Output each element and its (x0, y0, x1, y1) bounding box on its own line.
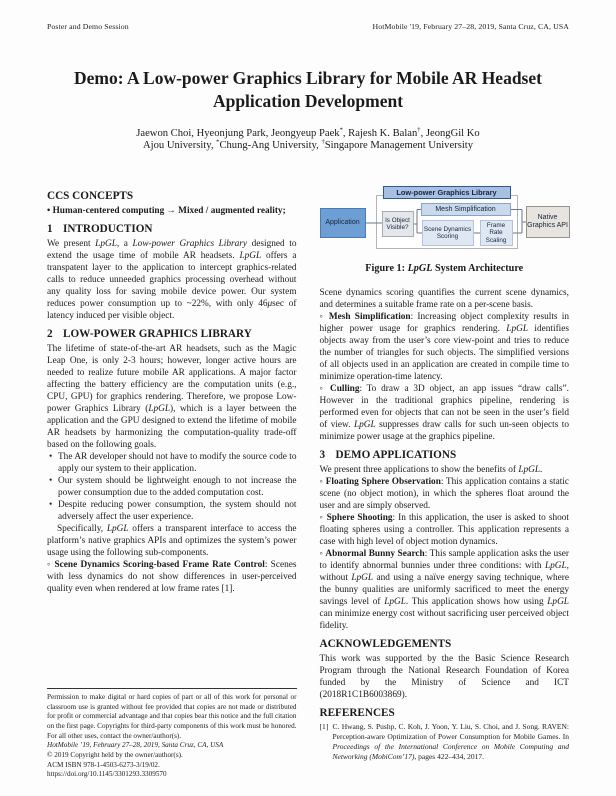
figure-frame-rate-box: Frame Rate Scaling (480, 220, 513, 246)
reference-item: [1] C. Hwang, S. Pushp, C. Koh, J. Yoon, Y. Liu, S. Choi, and J. Song. RAVEN: Perception-aware Optimization of Power Consumption for Mobile Games. In Proceedings of the International Conference on Mobile Computing and Networking (MobiCom’17), pages 422–434, 2017. (319, 722, 569, 762)
paragraph: ◦ Mesh Simplification: Increasing object complexity results in higher power usage for graphics rendering. LpGL identifies objects away from the user’s core view-point and tries to reduce the number of triangles for such objects. The simplified versions of all objects used in an application are created in compile time to minimize operation-time latency. (319, 312, 569, 383)
paper-title: Demo: A Low-power Graphics Library for Mobile AR Headset Application Development (74, 68, 542, 112)
figure-native-api-box: Native Graphics API (526, 206, 570, 238)
left-column-blocks (47, 184, 297, 595)
figure-1 (320, 186, 570, 275)
section-number: 2 (47, 328, 53, 341)
section-heading (320, 449, 570, 462)
paragraph: We present three applications to show the benefits of LpGL. (319, 465, 543, 476)
section-title: LOW-POWER GRAPHICS LIBRARY (63, 328, 252, 341)
left-column (47, 184, 297, 780)
architecture-diagram (320, 186, 570, 250)
paragraph: Specifically, LpGL offers a transparent interface to access the platform’s native graphics APIs and optimizes the system’s power usage using the following sub-components. (47, 524, 297, 559)
section-heading: CCS CONCEPTS (47, 190, 134, 203)
authors-line: Jaewon Choi, Hyeonjung Park, Jeongyeup Paek*, Rajesh K. Balan†, JeongGil Ko (136, 126, 480, 140)
paragraph: We present LpGL, a Low-power Graphics Library designed to extend the usage time of mobile AR headsets. LpGL offers a transpatent layer to the application to intercept graphics-related calls to reduce unneeded graphics processing overhead without any quality loss for saving mobile device power. Our system reduces power consumption up to ~22%, with only 46μsec of latency induced per visible object. (47, 239, 297, 322)
section-heading (47, 223, 297, 236)
footnote-venue: HotMobile ’19, February 27–28, 2019, Santa Cruz, CA, USA (47, 741, 224, 750)
figure-library-title: Low-power Graphics Library (383, 186, 511, 199)
bullet-item: • Despite reducing power consumption, the system should not adversely affect the user experience. (49, 500, 297, 523)
paragraph: • Human-centered computing → Mixed / augmented reality; (47, 206, 286, 217)
running-head-session: Poster and Demo Session (47, 22, 129, 31)
paragraph: ◦ Sphere Shooting: In this application, the user is asked to shoot floating spheres using a controller. This application represents a case with high level of object motion dynamics. (319, 513, 570, 548)
section-number: 3 (319, 449, 326, 462)
paragraph: ◦ Culling: To draw a 3D object, an app issues “draw calls”. However in the traditional graphics pipeline, rendering is performed even for objects that can not be seen in the user’s field of view. LpGL suppresses draw calls for such un-seen objects to minimize power usage at the graphics pipeline. (319, 384, 569, 443)
footnote-block (47, 688, 297, 780)
bullet-marker: • (49, 476, 53, 487)
section-title: INTRODUCTION (63, 223, 153, 236)
paragraph: ◦ Abnormal Bunny Search: This sample application asks the user to identify abnormal bunnies under three conditions: with LpGL, without LpGL and using a naïve energy saving technique, where the bunny qualities are uniformly sacrificed to meet the energy savings level of LpGL. This application shows how using LpGL can minimize energy cost without sacrificing user perceived object fidelity. (319, 549, 570, 632)
reference-number: [1] (319, 722, 329, 732)
figure-mesh-simplification-box: Mesh Simplification (421, 203, 511, 216)
two-column-body (47, 184, 569, 780)
bullet-marker: • (49, 500, 53, 511)
figure-scene-dynamics-box: Scene Dynamics Scoring (422, 220, 474, 246)
running-head (47, 22, 569, 31)
paragraph: The lifetime of state-of-the-art AR headsets, such as the Magic Leap One, is only 2-3 hours; however, longer active hours are needed to realize future mobile AR applications. A major factor affecting the battery efficiency are the computation units (e.g., CPU, GPU) for graphics rendering. Therefore, we propose Low-power Graphics Library (LpGL), which is a layer between the application and the GPU designed to extend the lifetime of mobile AR headsets by harmonizing the computation-quality trade-off based on the following goals. (47, 344, 297, 451)
section-heading (47, 328, 297, 341)
running-head-venue: HotMobile '19, February 27–28, 2019, Santa Cruz, CA, USA (372, 22, 569, 31)
footnote-copyright: © 2019 Copyright held by the owner/author(s). (47, 751, 183, 760)
bullet-item: • The AR developer should not have to modify the source code to apply our system to their application. (49, 452, 297, 475)
paragraph: ◦ Floating Sphere Observation: This application contains a static scene (no object motion), in which the spheres float around the user and are simply observed. (319, 477, 570, 512)
paragraph: ◦ Scene Dynamics Scoring-based Frame Rate Control: Scenes with less dynamics do not show differences in user-perceived quality even when rendered at low frame rates [1]. (47, 560, 297, 595)
bullet-item: • Our system should be lightweight enough to not increase the power consumption due to the added computation cost. (49, 476, 297, 499)
footnote-isbn: ACM ISBN 978-1-4503-6273-3/19/02. (47, 760, 160, 769)
right-column-blocks (320, 287, 570, 762)
paragraph: Scene dynamics scoring quantifies the current scene dynamics, and determines a suitable frame rate on a per-scene basis. (319, 288, 569, 311)
section-heading: REFERENCES (319, 707, 395, 720)
permission-notice: Permission to make digital or hard copies of part or all of this work for personal or classroom use is granted without fee provided that copies are not made or distributed for profit or commercial advantage and that copies bear this notice and the full citation on the first page. Copyrights for third-party components of this work must be honored. For all other uses, contact the owner/author(s). (47, 692, 297, 740)
right-column (320, 184, 570, 780)
figure-is-object-visible-box: Is Object Visible? (382, 211, 414, 237)
section-number: 1 (47, 223, 53, 236)
affiliations-line: Ajou University, *Chung-Ang University, †Singapore Management University (142, 138, 474, 152)
footnote-doi-link: https://doi.org/10.1145/3301293.3309570 (47, 770, 167, 779)
section-heading: ACKNOWLEDGEMENTS (319, 638, 452, 651)
figure-application-box: Application (320, 208, 366, 238)
paragraph: This work was supported by the the Basic Science Research Program through the National Research Foundation of Korea funded by the Ministry of Science and ICT (2018R1C1B6003869). (319, 654, 569, 701)
section-title: DEMO APPLICATIONS (335, 449, 457, 462)
bullet-marker: • (49, 452, 53, 463)
figure-caption: Figure 1: LpGL System Architecture (365, 263, 524, 275)
